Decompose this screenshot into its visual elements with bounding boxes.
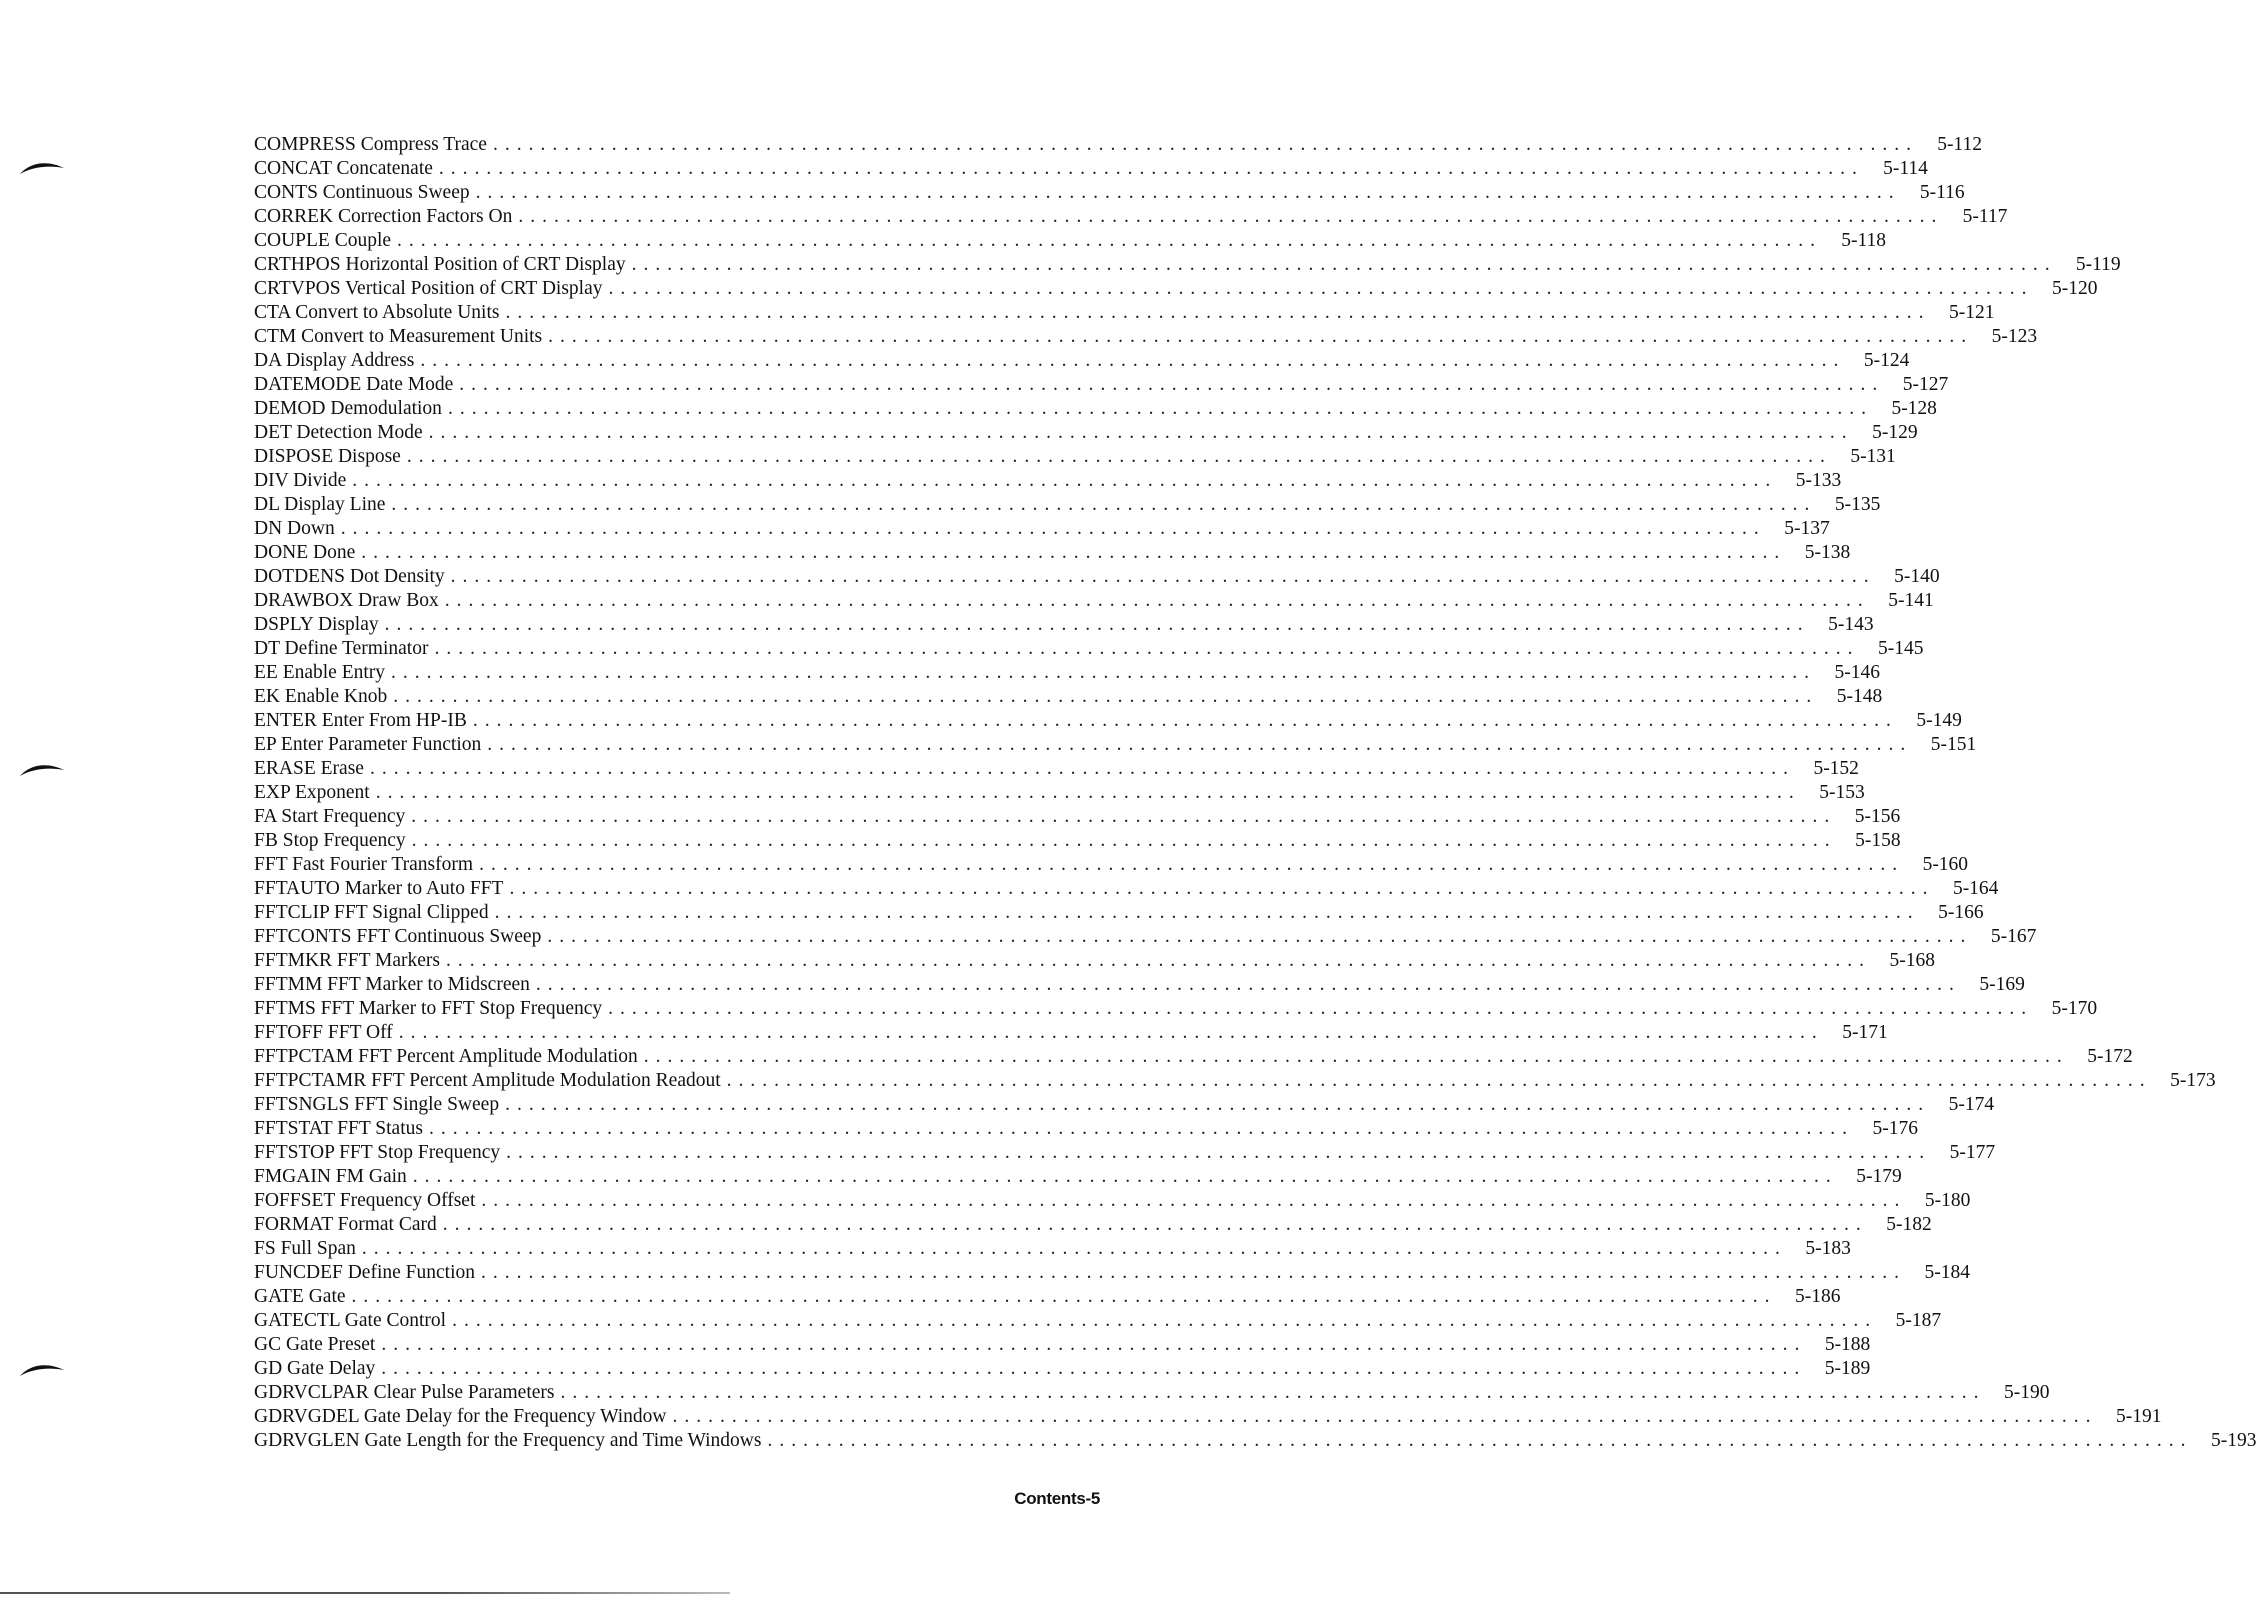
table-of-contents bbox=[254, 133, 2256, 1453]
toc-entry-title: FFT Fast Fourier Transform bbox=[254, 854, 474, 875]
toc-entry bbox=[254, 277, 2098, 301]
toc-entry bbox=[254, 949, 1936, 973]
toc-entry-title: EE Enable Entry bbox=[254, 662, 386, 683]
toc-entry-title: EK Enable Knob bbox=[254, 686, 388, 707]
toc-dot-leader: ........................................................................................................................ bbox=[472, 710, 1898, 731]
toc-entry-page: 5-145 bbox=[1877, 638, 1924, 659]
toc-entry-page: 5-120 bbox=[2052, 278, 2098, 299]
toc-entry-page: 5-152 bbox=[1813, 758, 1859, 779]
toc-entry-page: 5-170 bbox=[2051, 998, 2098, 1019]
toc-dot-leader: ........................................................................................................................ bbox=[494, 902, 1920, 923]
toc-entry-title: DA Display Address bbox=[254, 350, 415, 371]
toc-entry-title: FFTSTOP FFT Stop Frequency bbox=[254, 1142, 501, 1163]
toc-dot-leader: ........................................................................................................................ bbox=[434, 638, 1860, 659]
toc-entry-page: 5-137 bbox=[1784, 518, 1830, 539]
toc-entry-page: 5-171 bbox=[1842, 1022, 1888, 1043]
toc-entry-title: FFTSNGLS FFT Single Sweep bbox=[254, 1094, 500, 1115]
toc-entry-title: FUNCDEF Define Function bbox=[254, 1262, 475, 1283]
toc-entry-title: CTA Convert to Absolute Units bbox=[254, 302, 500, 323]
toc-entry-page: 5-160 bbox=[1922, 854, 1969, 875]
toc-entry-page: 5-146 bbox=[1834, 662, 1881, 683]
toc-dot-leader: ........................................................................................................................ bbox=[411, 830, 1837, 851]
binder-hole-mark-icon bbox=[18, 156, 66, 178]
toc-dot-leader: ........................................................................................................................ bbox=[518, 206, 1944, 227]
toc-entry-page: 5-123 bbox=[1991, 326, 2038, 347]
toc-entry-page: 5-153 bbox=[1819, 782, 1865, 803]
toc-entry bbox=[254, 1381, 2050, 1405]
toc-entry bbox=[254, 997, 2098, 1021]
toc-entry-page: 5-116 bbox=[1919, 182, 1965, 203]
toc-dot-leader: ........................................................................................................................ bbox=[487, 734, 1913, 755]
toc-entry-page: 5-133 bbox=[1795, 470, 1842, 491]
toc-entry-page: 5-164 bbox=[1952, 878, 1999, 899]
toc-entry-page: 5-182 bbox=[1886, 1214, 1932, 1235]
toc-entry-page: 5-138 bbox=[1804, 542, 1851, 563]
toc-entry bbox=[254, 1213, 1932, 1237]
toc-dot-leader: ........................................................................................................................ bbox=[361, 1238, 1787, 1259]
toc-entry-title: GATE Gate bbox=[254, 1286, 346, 1307]
toc-entry-page: 5-151 bbox=[1930, 734, 1977, 755]
toc-dot-leader: ........................................................................................................................ bbox=[391, 662, 1817, 683]
toc-dot-leader: ........................................................................................................................ bbox=[505, 302, 1931, 323]
toc-entry bbox=[254, 1333, 1871, 1357]
toc-entry-page: 5-177 bbox=[1949, 1142, 1996, 1163]
toc-entry bbox=[254, 397, 1937, 421]
toc-entry-page: 5-188 bbox=[1824, 1334, 1871, 1355]
toc-entry bbox=[254, 349, 1910, 373]
toc-dot-leader: ........................................................................................................................ bbox=[447, 398, 1873, 419]
toc-entry bbox=[254, 685, 1883, 709]
toc-dot-leader: ........................................................................................................................ bbox=[428, 422, 1854, 443]
toc-dot-leader: ........................................................................................................................ bbox=[631, 254, 2057, 275]
toc-entry bbox=[254, 613, 1874, 637]
toc-entry-title: FFTMS FFT Marker to FFT Stop Frequency bbox=[254, 998, 603, 1019]
toc-entry-title: EP Enter Parameter Function bbox=[254, 734, 482, 755]
toc-entry bbox=[254, 589, 1934, 613]
toc-entry-title: FFTOFF FFT Off bbox=[254, 1022, 393, 1043]
toc-entry-title: FOFFSET Frequency Offset bbox=[254, 1190, 476, 1211]
toc-entry bbox=[254, 205, 2008, 229]
toc-dot-leader: ........................................................................................................................ bbox=[361, 542, 1787, 563]
toc-dot-leader: ........................................................................................................................ bbox=[391, 494, 1817, 515]
toc-entry bbox=[254, 733, 1977, 757]
toc-entry-title: FFTSTAT FFT Status bbox=[254, 1118, 423, 1139]
toc-entry-title: ERASE Erase bbox=[254, 758, 364, 779]
toc-entry bbox=[254, 1237, 1851, 1261]
toc-entry bbox=[254, 565, 1940, 589]
toc-entry bbox=[254, 445, 1896, 469]
toc-entry bbox=[254, 925, 2037, 949]
toc-entry-title: GDRVGLEN Gate Length for the Frequency and Time Windows bbox=[254, 1430, 762, 1451]
toc-dot-leader: ........................................................................................................................ bbox=[548, 326, 1974, 347]
toc-entry-page: 5-148 bbox=[1836, 686, 1883, 707]
toc-dot-leader: ........................................................................................................................ bbox=[381, 1358, 1807, 1379]
toc-dot-leader: ........................................................................................................................ bbox=[340, 518, 1766, 539]
toc-entry-page: 5-121 bbox=[1948, 302, 1995, 323]
toc-entry-title: DSPLY Display bbox=[254, 614, 379, 635]
toc-entry bbox=[254, 829, 1901, 853]
toc-dot-leader: ........................................................................................................................ bbox=[412, 1166, 1838, 1187]
toc-dot-leader: ........................................................................................................................ bbox=[420, 350, 1846, 371]
toc-entry bbox=[254, 1357, 1871, 1381]
toc-dot-leader: ........................................................................................................................ bbox=[442, 1214, 1868, 1235]
toc-entry-page: 5-114 bbox=[1883, 158, 1928, 179]
toc-entry-title: DN Down bbox=[254, 518, 335, 539]
toc-entry-page: 5-172 bbox=[2087, 1046, 2133, 1067]
toc-dot-leader: ........................................................................................................................ bbox=[452, 1310, 1878, 1331]
toc-entry-title: FFTCLIP FFT Signal Clipped bbox=[254, 902, 489, 923]
toc-entry bbox=[254, 1165, 1902, 1189]
toc-entry bbox=[254, 1261, 1970, 1285]
toc-entry bbox=[254, 133, 1982, 157]
toc-dot-leader: ........................................................................................................................ bbox=[608, 998, 2034, 1019]
toc-entry-title: FFTCONTS FFT Continuous Sweep bbox=[254, 926, 542, 947]
toc-dot-leader: ........................................................................................................................ bbox=[643, 1046, 2069, 1067]
toc-entry-page: 5-167 bbox=[1990, 926, 2037, 947]
toc-entry-page: 5-131 bbox=[1850, 446, 1896, 467]
toc-entry bbox=[254, 637, 1924, 661]
toc-entry bbox=[254, 469, 1842, 493]
toc-dot-leader: ........................................................................................................................ bbox=[444, 590, 1870, 611]
toc-dot-leader: ........................................................................................................................ bbox=[398, 1022, 1824, 1043]
toc-entry-page: 5-127 bbox=[1902, 374, 1949, 395]
toc-entry-title: CRTVPOS Vertical Position of CRT Display bbox=[254, 278, 603, 299]
toc-entry-page: 5-118 bbox=[1841, 230, 1887, 251]
toc-entry bbox=[254, 229, 1887, 253]
toc-entry bbox=[254, 901, 1984, 925]
toc-entry-title: DONE Done bbox=[254, 542, 356, 563]
toc-entry-page: 5-112 bbox=[1937, 134, 1982, 155]
toc-entry-page: 5-186 bbox=[1795, 1286, 1841, 1307]
toc-dot-leader: ........................................................................................................................ bbox=[767, 1430, 2193, 1451]
toc-dot-leader: ........................................................................................................................ bbox=[505, 1094, 1931, 1115]
toc-dot-leader: ........................................................................................................................ bbox=[475, 182, 1901, 203]
toc-entry-title: CONCAT Concatenate bbox=[254, 158, 433, 179]
toc-entry bbox=[254, 709, 1962, 733]
toc-entry bbox=[254, 1117, 1918, 1141]
toc-entry bbox=[254, 157, 1928, 181]
toc-entry-page: 5-143 bbox=[1828, 614, 1874, 635]
toc-entry bbox=[254, 973, 2025, 997]
toc-entry-page: 5-189 bbox=[1824, 1358, 1871, 1379]
toc-entry bbox=[254, 1093, 1995, 1117]
toc-entry-page: 5-158 bbox=[1855, 830, 1901, 851]
toc-entry bbox=[254, 1045, 2133, 1069]
toc-entry-title: CTM Convert to Measurement Units bbox=[254, 326, 543, 347]
toc-entry-page: 5-183 bbox=[1805, 1238, 1851, 1259]
toc-entry-title: FORMAT Format Card bbox=[254, 1214, 437, 1235]
toc-dot-leader: ........................................................................................................................ bbox=[381, 1334, 1807, 1355]
toc-entry-title: DEMOD Demodulation bbox=[254, 398, 442, 419]
toc-entry-page: 5-117 bbox=[1962, 206, 2008, 227]
toc-entry-title: FFTPCTAMR FFT Percent Amplitude Modulation Readout bbox=[254, 1070, 721, 1091]
toc-entry-page: 5-180 bbox=[1924, 1190, 1971, 1211]
toc-dot-leader: ........................................................................................................................ bbox=[428, 1118, 1854, 1139]
toc-entry bbox=[254, 325, 2038, 349]
toc-entry-page: 5-135 bbox=[1834, 494, 1881, 515]
toc-entry-title: EXP Exponent bbox=[254, 782, 370, 803]
toc-entry-page: 5-156 bbox=[1854, 806, 1901, 827]
toc-dot-leader: ........................................................................................................................ bbox=[481, 1262, 1906, 1283]
toc-entry-title: DT Define Terminator bbox=[254, 638, 429, 659]
toc-dot-leader: ........................................................................................................................ bbox=[479, 854, 1905, 875]
toc-entry-page: 5-119 bbox=[2075, 254, 2121, 275]
toc-dot-leader: ........................................................................................................................ bbox=[672, 1406, 2098, 1427]
toc-entry bbox=[254, 1285, 1841, 1309]
toc-entry-title: FA Start Frequency bbox=[254, 806, 406, 827]
toc-entry-page: 5-174 bbox=[1948, 1094, 1995, 1115]
toc-dot-leader: ........................................................................................................................ bbox=[406, 446, 1832, 467]
toc-dot-leader: ........................................................................................................................ bbox=[726, 1070, 2152, 1091]
toc-entry-page: 5-166 bbox=[1938, 902, 1984, 923]
toc-entry bbox=[254, 421, 1918, 445]
toc-entry bbox=[254, 541, 1851, 565]
toc-entry bbox=[254, 1405, 2162, 1429]
toc-dot-leader: ........................................................................................................................ bbox=[506, 1142, 1932, 1163]
toc-entry-title: DOTDENS Dot Density bbox=[254, 566, 445, 587]
toc-dot-leader: ........................................................................................................................ bbox=[411, 806, 1837, 827]
toc-entry bbox=[254, 1189, 1971, 1213]
toc-dot-leader: ........................................................................................................................ bbox=[397, 230, 1823, 251]
toc-dot-leader: ........................................................................................................................ bbox=[481, 1190, 1907, 1211]
toc-dot-leader: ........................................................................................................................ bbox=[492, 134, 1918, 155]
toc-dot-leader: ........................................................................................................................ bbox=[509, 878, 1935, 899]
toc-entry-page: 5-168 bbox=[1889, 950, 1936, 971]
binder-hole-mark-icon bbox=[18, 1358, 66, 1380]
toc-entry-page: 5-191 bbox=[2115, 1406, 2162, 1427]
toc-entry-title: GDRVCLPAR Clear Pulse Parameters bbox=[254, 1382, 555, 1403]
toc-dot-leader: ........................................................................................................................ bbox=[450, 566, 1876, 587]
toc-entry-title: FS Full Span bbox=[254, 1238, 356, 1259]
toc-entry-title: FFTAUTO Marker to Auto FFT bbox=[254, 878, 504, 899]
toc-entry-title: CONTS Continuous Sweep bbox=[254, 182, 470, 203]
toc-entry-title: COMPRESS Compress Trace bbox=[254, 134, 487, 155]
toc-entry-title: FMGAIN FM Gain bbox=[254, 1166, 407, 1187]
toc-entry-title: DATEMODE Date Mode bbox=[254, 374, 454, 395]
toc-entry-title: ENTER Enter From HP-IB bbox=[254, 710, 467, 731]
toc-entry-page: 5-176 bbox=[1872, 1118, 1918, 1139]
toc-entry-page: 5-173 bbox=[2170, 1070, 2216, 1091]
toc-entry-page: 5-129 bbox=[1872, 422, 1918, 443]
toc-dot-leader: ........................................................................................................................ bbox=[560, 1382, 1986, 1403]
toc-dot-leader: ........................................................................................................................ bbox=[375, 782, 1801, 803]
toc-entry-title: CORREK Correction Factors On bbox=[254, 206, 513, 227]
toc-entry bbox=[254, 877, 1999, 901]
toc-entry-title: DL Display Line bbox=[254, 494, 386, 515]
toc-dot-leader: ........................................................................................................................ bbox=[535, 974, 1961, 995]
toc-dot-leader: ........................................................................................................................ bbox=[446, 950, 1872, 971]
toc-entry-title: DRAWBOX Draw Box bbox=[254, 590, 439, 611]
toc-entry-title: GATECTL Gate Control bbox=[254, 1310, 447, 1331]
toc-entry bbox=[254, 517, 1830, 541]
page-number-footer: Contents-5 bbox=[1014, 1489, 1100, 1508]
toc-entry-page: 5-193 bbox=[2210, 1430, 2256, 1451]
toc-entry-page: 5-140 bbox=[1894, 566, 1940, 587]
toc-entry-page: 5-141 bbox=[1888, 590, 1934, 611]
toc-entry bbox=[254, 1309, 1942, 1333]
toc-entry bbox=[254, 301, 1995, 325]
toc-dot-leader: ........................................................................................................................ bbox=[369, 758, 1795, 779]
toc-entry-page: 5-179 bbox=[1856, 1166, 1902, 1187]
toc-entry-title: FB Stop Frequency bbox=[254, 830, 406, 851]
toc-entry-title: CRTHPOS Horizontal Position of CRT Display bbox=[254, 254, 626, 275]
toc-entry bbox=[254, 853, 1969, 877]
toc-dot-leader: ........................................................................................................................ bbox=[547, 926, 1973, 947]
toc-entry-page: 5-187 bbox=[1895, 1310, 1942, 1331]
toc-entry-title: GC Gate Preset bbox=[254, 1334, 376, 1355]
toc-entry bbox=[254, 493, 1881, 517]
toc-entry-title: DET Detection Mode bbox=[254, 422, 423, 443]
toc-entry-title: GD Gate Delay bbox=[254, 1358, 376, 1379]
toc-entry-page: 5-169 bbox=[1979, 974, 2025, 995]
toc-entry-page: 5-190 bbox=[2004, 1382, 2050, 1403]
toc-entry bbox=[254, 1429, 2256, 1453]
toc-dot-leader: ........................................................................................................................ bbox=[393, 686, 1819, 707]
toc-dot-leader: ........................................................................................................................ bbox=[438, 158, 1864, 179]
toc-dot-leader: ........................................................................................................................ bbox=[459, 374, 1885, 395]
toc-dot-leader: ........................................................................................................................ bbox=[351, 1286, 1777, 1307]
toc-entry bbox=[254, 373, 1949, 397]
toc-entry bbox=[254, 781, 1865, 805]
toc-entry-page: 5-128 bbox=[1891, 398, 1937, 419]
toc-entry bbox=[254, 1141, 1996, 1165]
toc-entry bbox=[254, 661, 1881, 685]
toc-entry bbox=[254, 805, 1901, 829]
toc-entry bbox=[254, 181, 1965, 205]
toc-dot-leader: ........................................................................................................................ bbox=[384, 614, 1810, 635]
toc-entry-page: 5-184 bbox=[1924, 1262, 1970, 1283]
scan-edge-line bbox=[0, 1592, 730, 1594]
toc-entry-page: 5-124 bbox=[1863, 350, 1910, 371]
toc-dot-leader: ........................................................................................................................ bbox=[352, 470, 1778, 491]
toc-entry bbox=[254, 253, 2121, 277]
toc-entry-title: DIV Divide bbox=[254, 470, 347, 491]
toc-entry-title: DISPOSE Dispose bbox=[254, 446, 401, 467]
toc-entry-title: GDRVGDEL Gate Delay for the Frequency Window bbox=[254, 1406, 667, 1427]
toc-entry-title: FFTPCTAM FFT Percent Amplitude Modulation bbox=[254, 1046, 638, 1067]
binder-hole-mark-icon bbox=[18, 758, 66, 780]
toc-entry-page: 5-149 bbox=[1916, 710, 1962, 731]
toc-entry-title: COUPLE Couple bbox=[254, 230, 392, 251]
toc-entry-title: FFTMM FFT Marker to Midscreen bbox=[254, 974, 530, 995]
toc-entry bbox=[254, 757, 1859, 781]
toc-entry-title: FFTMKR FFT Markers bbox=[254, 950, 441, 971]
toc-entry bbox=[254, 1021, 1888, 1045]
toc-entry bbox=[254, 1069, 2216, 1093]
toc-dot-leader: ........................................................................................................................ bbox=[608, 278, 2034, 299]
